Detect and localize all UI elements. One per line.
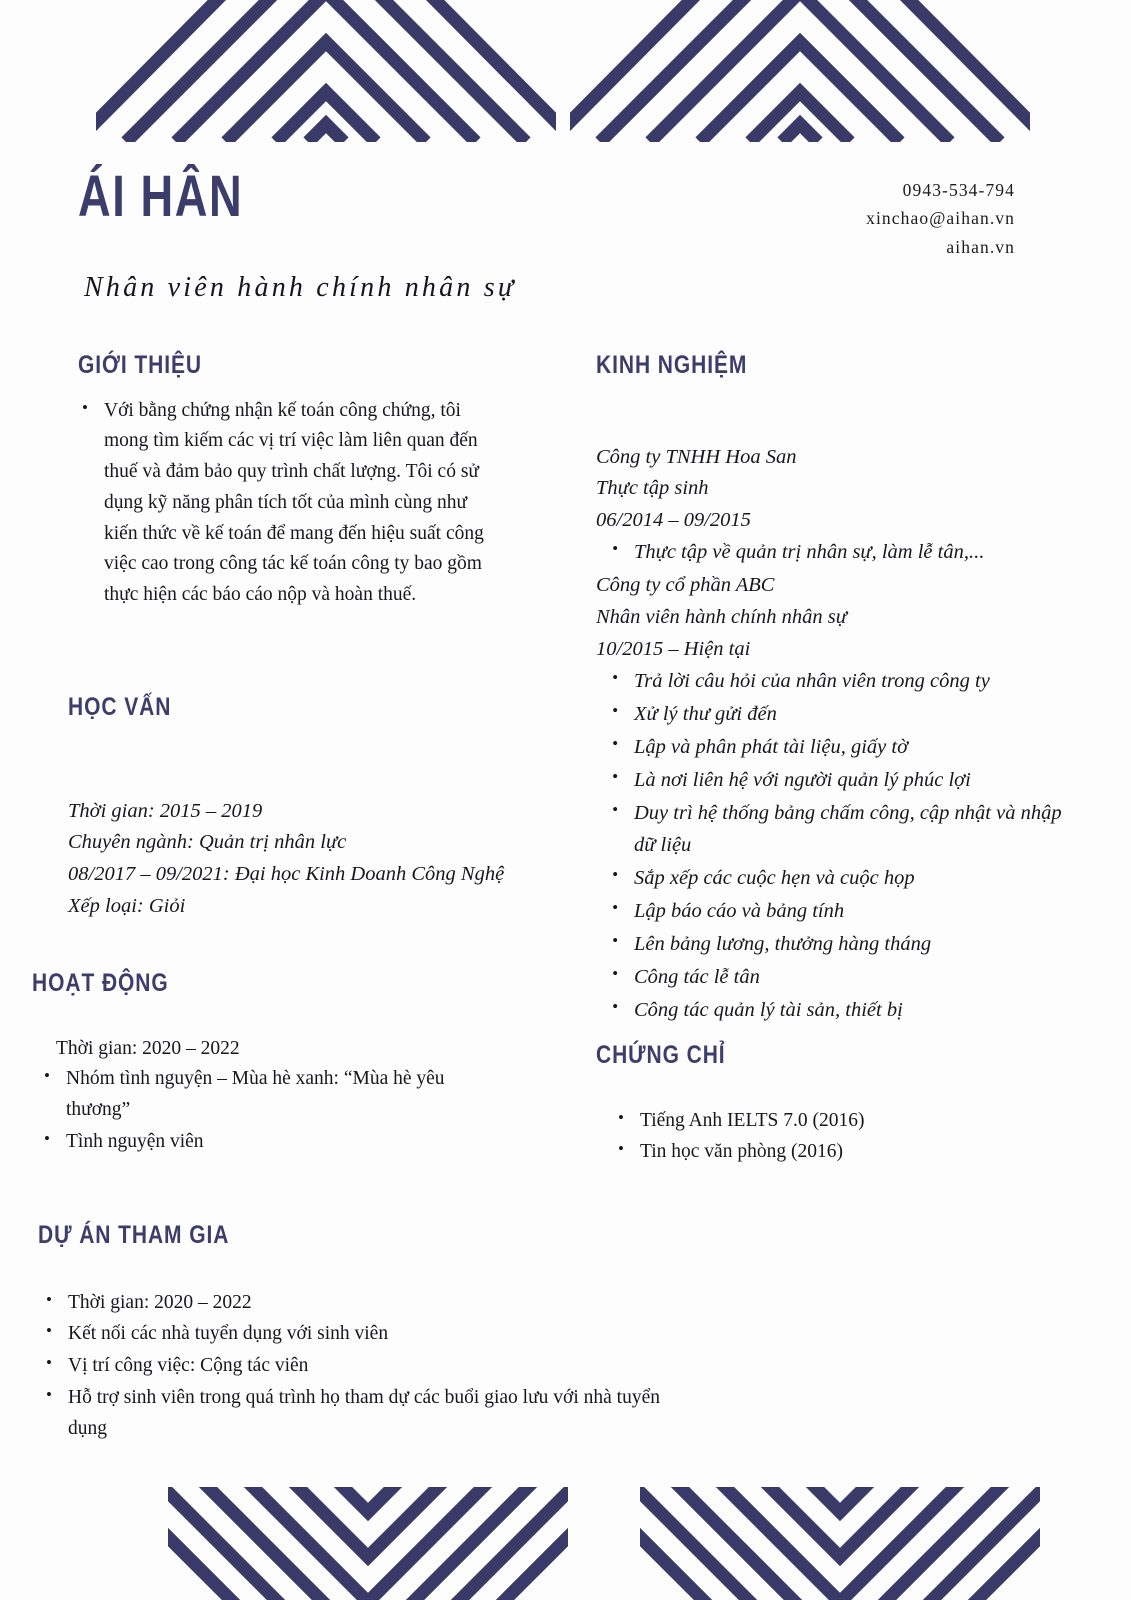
list-item: • Lập báo cáo và bảng tính xyxy=(612,896,1066,928)
list-item: • Duy trì hệ thống bảng chấm công, cập nhật và nhập dữ liệu xyxy=(612,798,1066,862)
section-activities xyxy=(32,970,502,1159)
list-item: • Lập và phân phát tài liệu, giấy tờ xyxy=(612,732,1066,764)
contact-email[interactable]: xinchao@aihan.vn xyxy=(866,208,1015,229)
experience-company: Công ty cổ phần ABC xyxy=(596,574,775,597)
section-title-certificates: CHỨNG CHỈ xyxy=(596,1041,726,1069)
list-item: • Xử lý thư gửi đến xyxy=(612,699,1066,731)
section-title-projects: DỰ ÁN THAM GIA xyxy=(38,1221,230,1249)
list-item: • Kết nối các nhà tuyển dụng với sinh viên xyxy=(46,1319,678,1350)
chevron-ornament-bottom-right xyxy=(640,1487,1040,1600)
experience-period: 06/2014 – 09/2015 xyxy=(596,509,751,532)
experience-entry xyxy=(596,570,1066,1027)
projects-bullet-list xyxy=(38,1288,678,1445)
list-item: • Tin học văn phòng (2016) xyxy=(618,1137,1066,1168)
list-item: Xếp loại: Giỏi xyxy=(68,895,186,918)
section-projects xyxy=(38,1222,678,1445)
section-title-experience: KINH NGHIỆM xyxy=(596,351,748,379)
candidate-name: ÁI HÂN xyxy=(78,164,244,229)
section-title-intro: GIỚI THIỆU xyxy=(78,351,202,379)
education-lines xyxy=(68,796,518,924)
experience-period: 10/2015 – Hiện tại xyxy=(596,638,751,661)
list-item: Chuyên ngành: Quản trị nhân lực xyxy=(68,831,347,854)
candidate-tagline: Nhân viên hành chính nhân sự xyxy=(84,272,517,303)
section-title-activities: HOẠT ĐỘNG xyxy=(32,969,169,997)
list-item: • Với bằng chứng nhận kế toán công chứng, tôi mong tìm kiếm các vị trí việc làm liên quan đến thuế và đảm bảo quy trình chất lượng. Tôi có sử dụng kỹ năng phân tích tốt của mình cùng như kiến thức về kế toán để mang đến hiệu suất công việc cao trong công tác kế toán công ty bao gồm thực hiện các báo cáo nộp và hoàn thuế. xyxy=(82,396,498,612)
activities-body xyxy=(32,1034,502,1158)
experience-bullet-list xyxy=(596,537,1066,569)
experience-role: Nhân viên hành chính nhân sự xyxy=(596,606,847,629)
section-experience xyxy=(596,352,1066,1028)
resume-header xyxy=(0,160,1131,330)
intro-bullet-list xyxy=(78,396,498,612)
section-intro xyxy=(78,352,498,612)
contact-block xyxy=(866,176,1015,261)
list-item: • Nhóm tình nguyện – Mùa hè xanh: “Mùa hè yêu thương” xyxy=(44,1064,502,1126)
experience-entry xyxy=(596,442,1066,570)
certificates-bullet-list xyxy=(596,1106,1066,1169)
list-item: 08/2017 – 09/2021: Đại học Kinh Doanh Công Nghệ xyxy=(68,863,505,886)
experience-company: Công ty TNHH Hoa San xyxy=(596,445,797,468)
section-title-education: HỌC VẤN xyxy=(68,693,172,721)
list-item: • Công tác lễ tân xyxy=(612,962,1066,994)
activities-lead: Thời gian: 2020 – 2022 xyxy=(56,1037,240,1059)
chevron-ornament-top-left xyxy=(96,0,556,142)
list-item: • Là nơi liên hệ với người quản lý phúc lợi xyxy=(612,765,1066,797)
section-certificates xyxy=(596,1042,1066,1169)
experience-role: Thực tập sinh xyxy=(596,477,709,500)
list-item: • Công tác quản lý tài sản, thiết bị xyxy=(612,995,1066,1027)
list-item: • Vị trí công việc: Cộng tác viên xyxy=(46,1351,678,1382)
list-item: • Thực tập về quản trị nhân sự, làm lễ tân,... xyxy=(612,537,1066,569)
list-item: • Trả lời câu hỏi của nhân viên trong công ty xyxy=(612,666,1066,698)
activities-bullet-list xyxy=(32,1064,502,1157)
contact-website[interactable]: aihan.vn xyxy=(946,236,1015,257)
chevron-ornament-top-right xyxy=(570,0,1030,142)
list-item: • Tiếng Anh IELTS 7.0 (2016) xyxy=(618,1106,1066,1137)
list-item: • Tình nguyện viên xyxy=(44,1127,502,1158)
section-education xyxy=(68,694,518,923)
list-item: • Thời gian: 2020 – 2022 xyxy=(46,1288,678,1319)
list-item: • Hỗ trợ sinh viên trong quá trình họ tham dự các buổi giao lưu với nhà tuyển dụng xyxy=(46,1383,678,1445)
list-item: • Sắp xếp các cuộc hẹn và cuộc họp xyxy=(612,863,1066,895)
list-item: • Lên bảng lương, thưởng hàng tháng xyxy=(612,929,1066,961)
contact-phone[interactable]: 0943-534-794 xyxy=(902,180,1015,200)
experience-body xyxy=(596,442,1066,1027)
list-item: Thời gian: 2015 – 2019 xyxy=(68,799,263,822)
chevron-ornament-bottom-left xyxy=(168,1487,568,1600)
experience-bullet-list xyxy=(596,666,1066,1027)
